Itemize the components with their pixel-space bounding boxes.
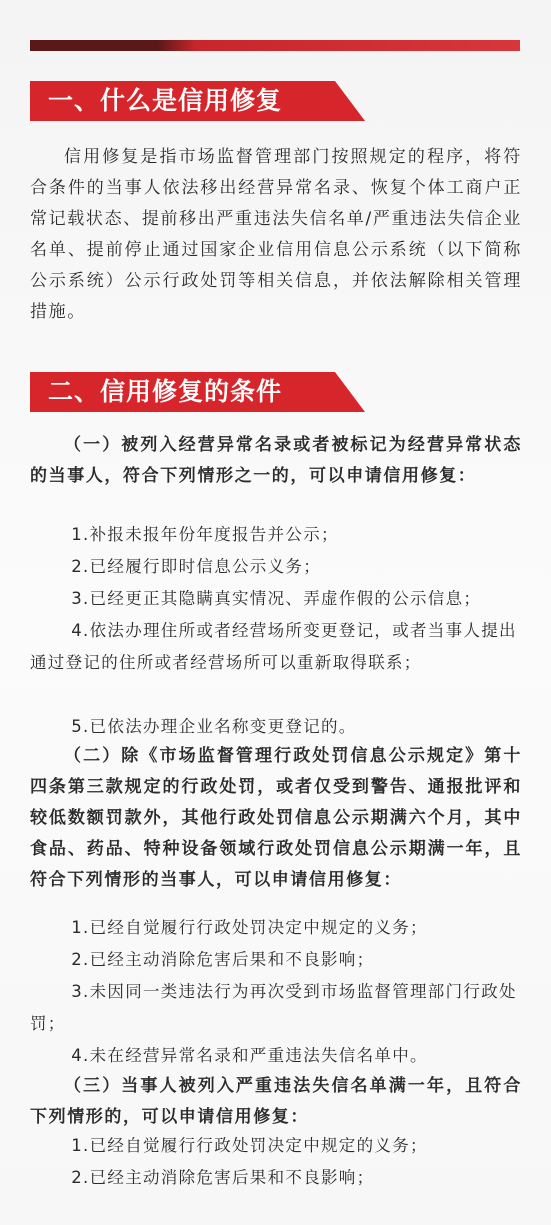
condition-heading-3: （三）当事人被列入严重违法失信名单满一年，且符合下列情形的，可以申请信用修复： (30, 1076, 522, 1127)
section-title: 一、什么是信用修复 (48, 86, 283, 115)
list-item: 3.已经更正其隐瞒真实情况、弄虚作假的公示信息； (71, 589, 482, 608)
condition-heading-2: （二）除《市场监督管理行政处罚信息公示规定》第十四条第三款规定的行政处罚，或者仅受到警告、通报批评和较低数额罚款外，其他行政处罚信息公示期满六个月，其中食品、药品、特种设备领域行政处罚信息公示期满一年，且符合下列情形的当事人，可以申请信用修复： (30, 746, 522, 890)
definition-paragraph: 信用修复是指市场监督管理部门按照规定的程序，将符合条件的当事人依法移出经营异常名录、恢复个体工商户正常记载状态、提前移出严重违法失信名单/严重违法失信企业名单、提前停止通过国家企业信用信息公示系统（以下简称公示系统）公示行政处罚等相关信息，并依法解除相关管理措施。 (30, 147, 522, 322)
list-item: 1.补报未报年份年度报告并公示； (71, 525, 339, 544)
section-banner-what-is (30, 81, 365, 121)
section-banner-conditions (30, 372, 365, 412)
list-item: 2.已经主动消除危害后果和不良影响； (71, 1168, 375, 1187)
list-item: 1.已经自觉履行行政处罚决定中规定的义务； (71, 918, 428, 937)
condition-heading-1: （一）被列入经营异常名录或者被标记为经营异常状态的当事人，符合下列情形之一的，可以申请信用修复： (30, 435, 522, 486)
list-item: 2.已经履行即时信息公示义务； (71, 557, 321, 576)
top-divider-bar (30, 40, 520, 51)
section-title: 二、信用修复的条件 (48, 377, 283, 406)
list-item: 3.未因同一类违法行为再次受到市场监督管理部门行政处罚； (30, 982, 517, 1033)
list-item: 2.已经主动消除危害后果和不良影响； (71, 950, 375, 969)
list-item: 5.已依法办理企业名称变更登记的。 (71, 717, 357, 736)
list-item: 1.已经自觉履行行政处罚决定中规定的义务； (71, 1136, 428, 1155)
list-item: 4.未在经营异常名录和严重违法失信名单中。 (71, 1046, 428, 1065)
list-item: 4.依法办理住所或者经营场所变更登记，或者当事人提出通过登记的住所或者经营场所可以重新取得联系； (30, 621, 517, 672)
